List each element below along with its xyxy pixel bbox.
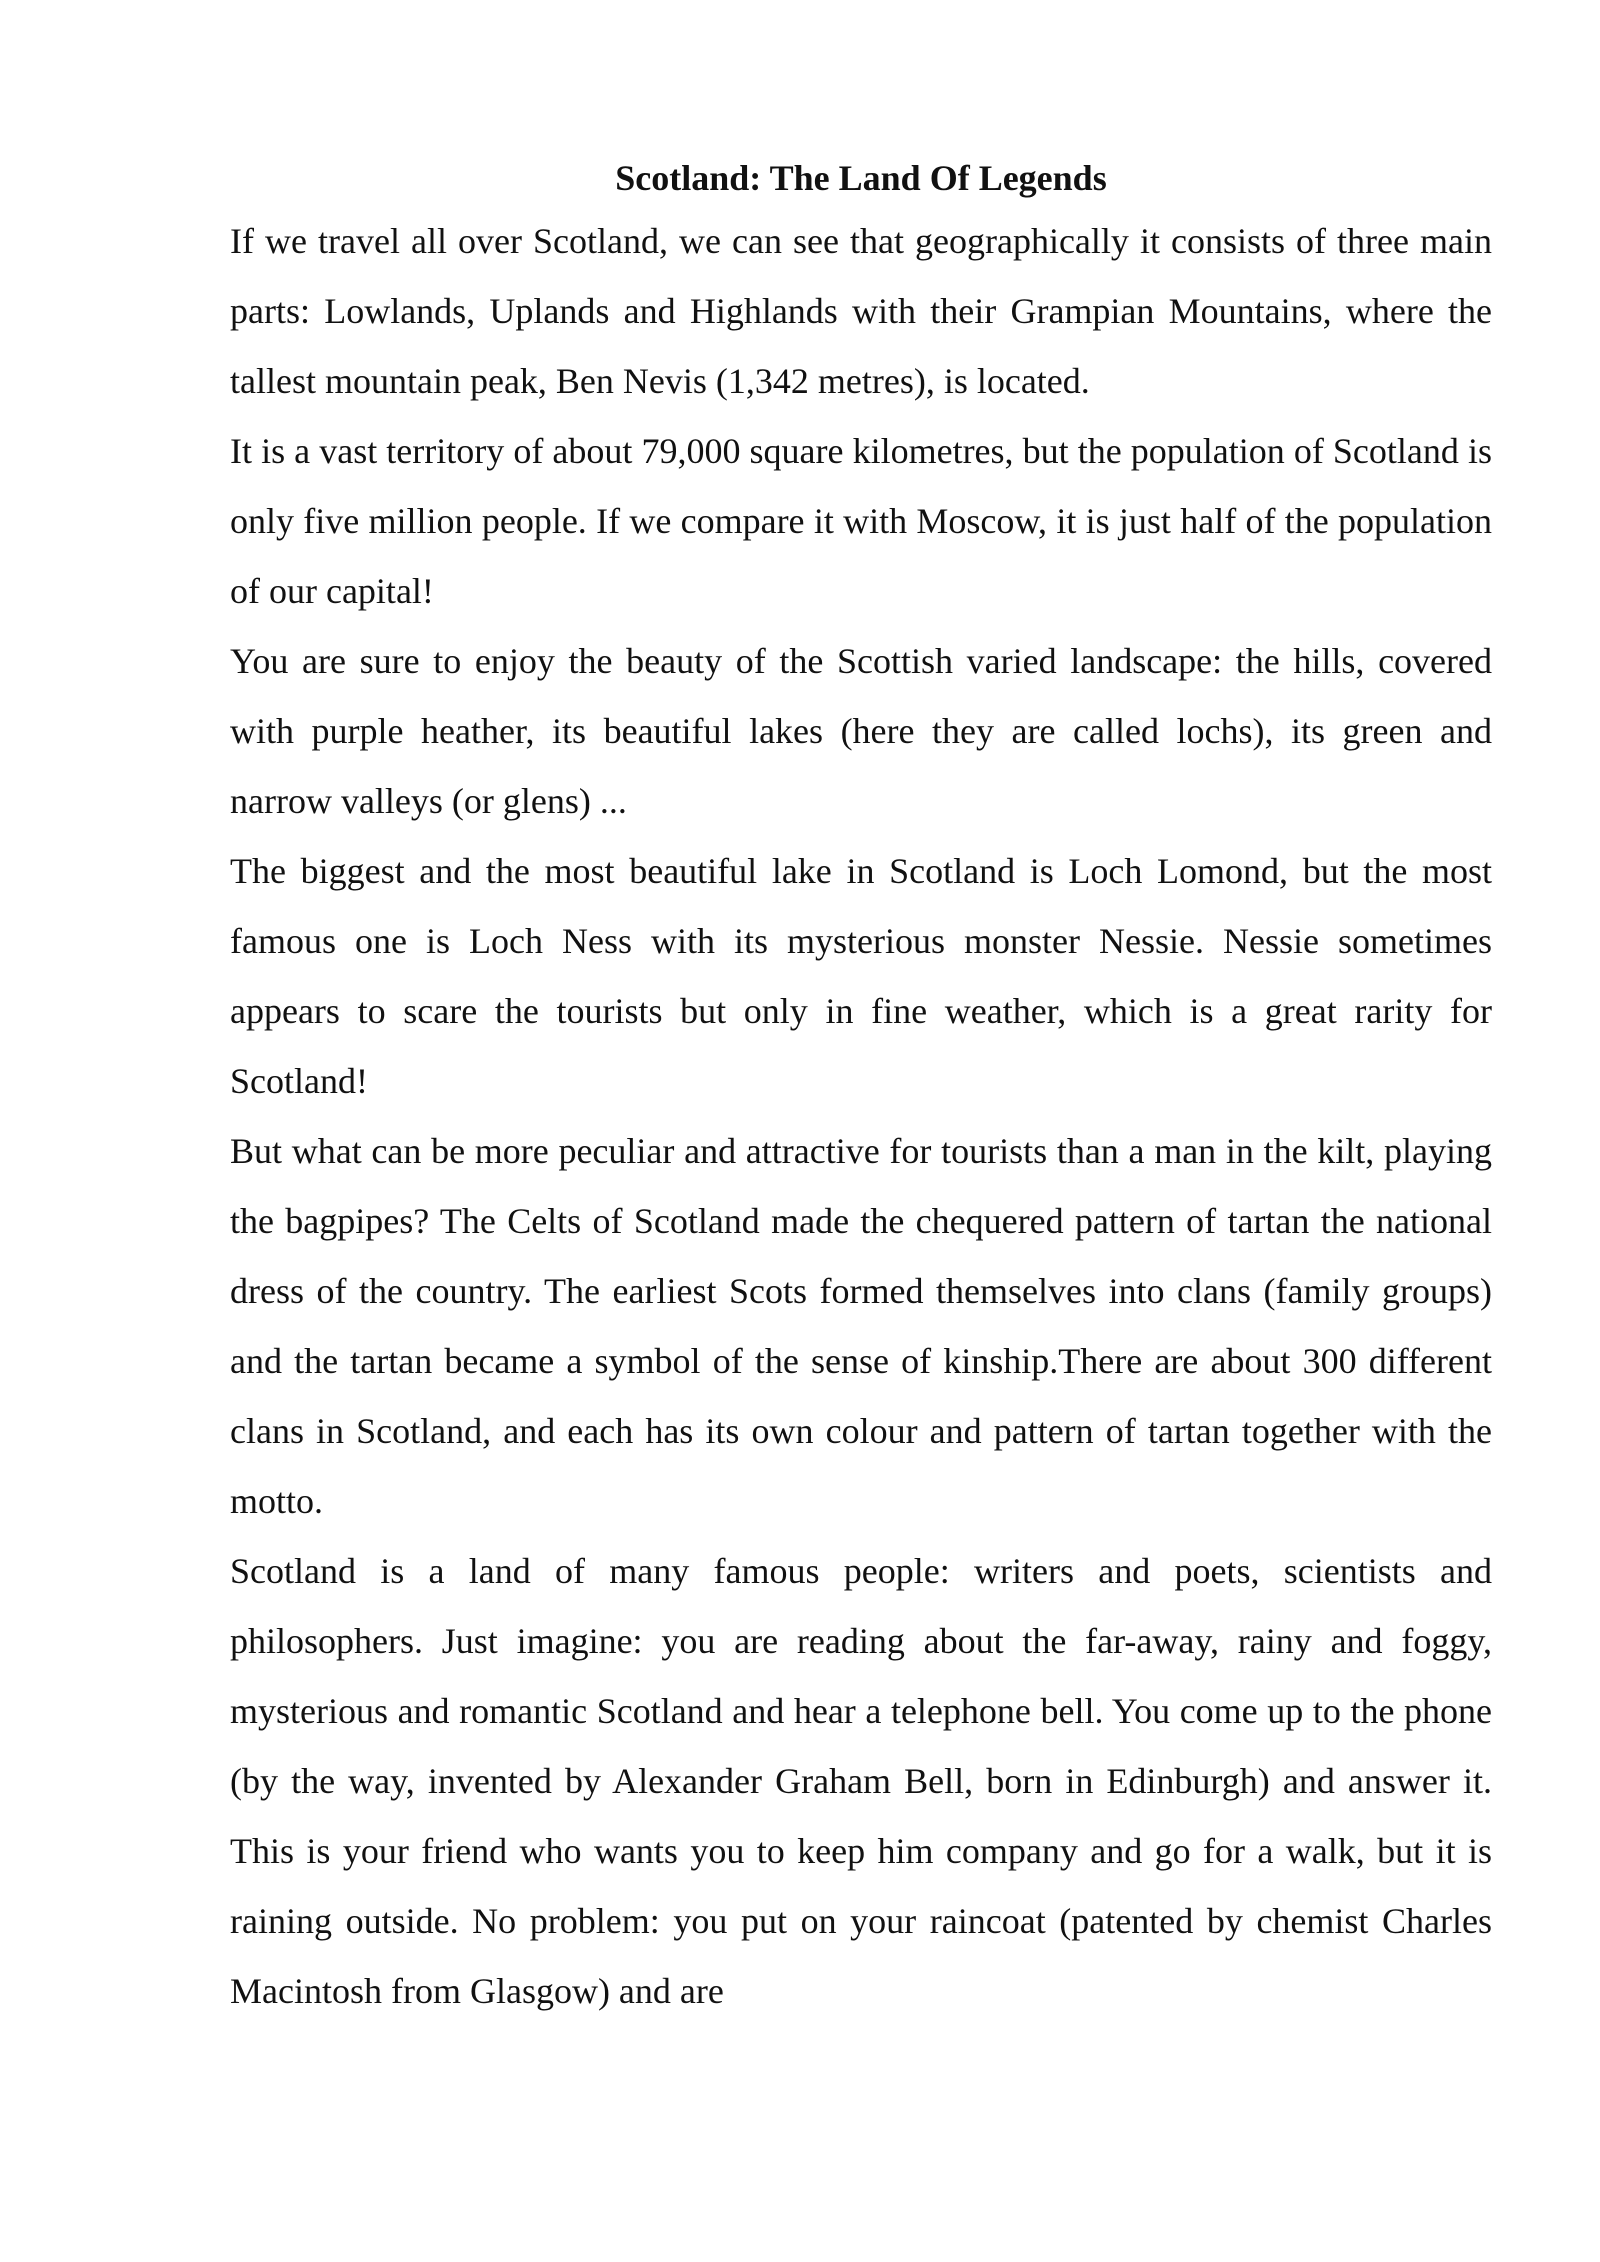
document-title: Scotland: The Land Of Legends [615,158,1107,198]
paragraph-geography: If we travel all over Scotland, we can see that geographically it consists of three main parts: Lowlands, Uplands and Highlands with their Grampian Mountains, where the tallest mountain peak, Ben Nevis (1,342 metres), is located. [230,221,1492,401]
paragraph-landscape: You are sure to enjoy the beauty of the Scottish varied landscape: the hills, covered with purple heather, its beautiful lakes (here they are called lochs), its green and narrow valleys (or glens) ... [230,641,1492,821]
paragraph-population: It is a vast territory of about 79,000 square kilometres, but the population of Scotland is only five million people. If we compare it with Moscow, it is just half of the population of our capital! [230,431,1492,611]
paragraph-tartan: But what can be more peculiar and attractive for tourists than a man in the kilt, playing the bagpipes? The Celts of Scotland made the chequered pattern of tartan the national dress of the country. The earliest Scots formed themselves into clans (family groups) and the tartan became a symbol of the sense of kinship.There are about 300 different clans in Scotland, and each has its own colour and pattern of tartan together with the motto. [230,1131,1492,1521]
paragraph-lochs: The biggest and the most beautiful lake in Scotland is Loch Lomond, but the most famous one is Loch Ness with its mysterious monster Nessie. Nessie sometimes appears to scare the tourists but only in fine weather, which is a great rarity for Scotland! [230,851,1492,1101]
document-body [230,150,1492,2026]
paragraph-famous-people: Scotland is a land of many famous people: writers and poets, scientists and philosophers. Just imagine: you are reading about the far-away, rainy and foggy, mysterious and romantic Scotland and hear a telephone bell. You come up to the phone (by the way, invented by Alexander Graham Bell, born in Edinburgh) and answer it. This is your friend who wants you to keep him company and go for a walk, but it is raining outside. No problem: you put on your raincoat (patented by chemist Charles Macintosh from Glasgow) and are [230,1551,1492,2011]
